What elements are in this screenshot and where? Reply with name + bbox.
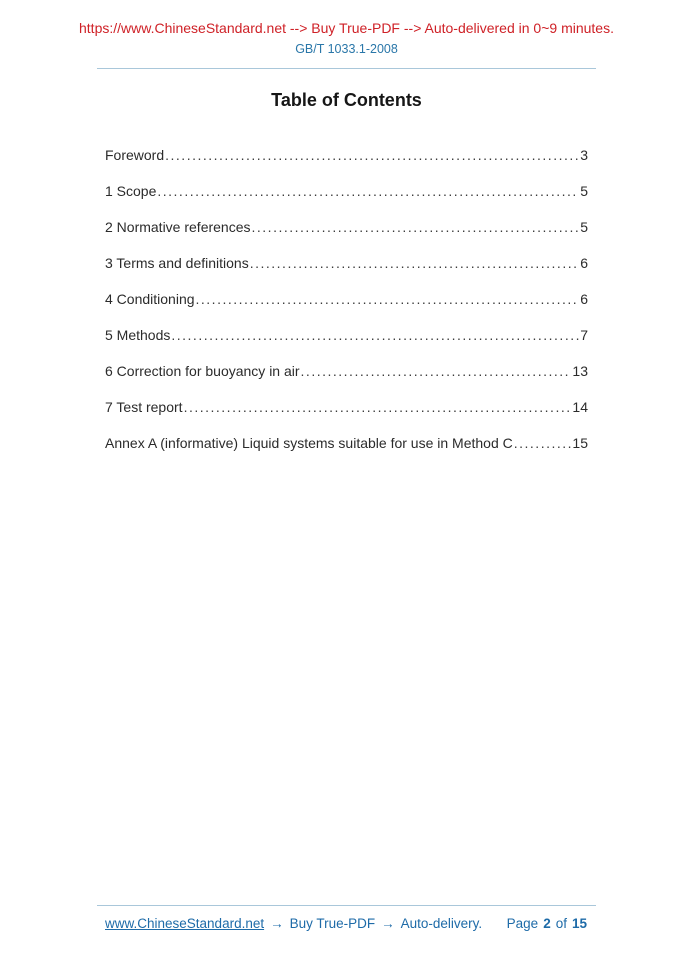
toc-leader-dots xyxy=(301,363,572,379)
page-current: 2 xyxy=(543,916,551,931)
toc-entry-page: 15 xyxy=(572,435,588,451)
page-total: 15 xyxy=(571,916,587,931)
page-footer xyxy=(97,905,596,932)
header-divider xyxy=(97,68,596,69)
table-of-contents xyxy=(105,147,588,451)
footer-buy-text: Buy True-PDF xyxy=(289,916,376,931)
toc-entry-buoyancy-correction[interactable] xyxy=(105,363,588,379)
toc-entry-page: 3 xyxy=(580,147,588,163)
footer-delivery-text: Auto-delivery. xyxy=(400,916,483,931)
of-label: of xyxy=(555,916,567,931)
toc-entry-label: 7 Test report xyxy=(105,399,183,415)
toc-entry-page: 14 xyxy=(572,399,588,415)
toc-entry-label: Annex A (informative) Liquid systems suitable for use in Method C xyxy=(105,435,513,451)
toc-entry-label: 5 Methods xyxy=(105,327,171,343)
toc-entry-page: 7 xyxy=(580,327,588,343)
toc-entry-page: 13 xyxy=(572,363,588,379)
toc-entry-label: 6 Correction for buoyancy in air xyxy=(105,363,300,379)
toc-leader-dots xyxy=(252,219,580,235)
footer-row xyxy=(97,916,596,932)
toc-entry-conditioning[interactable] xyxy=(105,291,588,307)
promo-url-line[interactable]: https://www.ChineseStandard.net --> Buy True-PDF --> Auto-delivered in 0~9 minutes. xyxy=(79,20,614,36)
page-label: Page xyxy=(506,916,539,931)
toc-entry-annex-a[interactable] xyxy=(105,435,588,451)
toc-entry-label: 3 Terms and definitions xyxy=(105,255,249,271)
toc-leader-dots xyxy=(250,255,579,271)
toc-entry-page: 5 xyxy=(580,183,588,199)
page-title: Table of Contents xyxy=(271,90,422,110)
toc-leader-dots xyxy=(157,183,579,199)
page-indicator xyxy=(507,916,587,932)
toc-entry-label: 1 Scope xyxy=(105,183,157,199)
toc-entry-page: 5 xyxy=(580,219,588,235)
toc-entry-page: 6 xyxy=(580,255,588,271)
toc-entry-normative-references[interactable] xyxy=(105,219,588,235)
toc-entry-scope[interactable] xyxy=(105,183,588,199)
toc-entry-label: Foreword xyxy=(105,147,165,163)
right-arrow-icon: → xyxy=(270,916,284,931)
toc-leader-dots xyxy=(514,435,572,451)
standard-number: GB/T 1033.1-2008 xyxy=(295,42,398,56)
toc-entry-test-report[interactable] xyxy=(105,399,588,415)
toc-entry-terms-definitions[interactable] xyxy=(105,255,588,271)
toc-entry-methods[interactable] xyxy=(105,327,588,343)
toc-leader-dots xyxy=(165,147,579,163)
footer-site-link[interactable]: www.ChineseStandard.net xyxy=(105,916,265,931)
toc-entry-page: 6 xyxy=(580,291,588,307)
toc-leader-dots xyxy=(171,327,579,343)
right-arrow-icon: → xyxy=(381,916,395,931)
footer-link-group xyxy=(105,916,482,932)
toc-leader-dots xyxy=(196,291,580,307)
footer-divider xyxy=(97,905,596,906)
page-header xyxy=(0,0,693,69)
toc-entry-foreword[interactable] xyxy=(105,147,588,163)
toc-leader-dots xyxy=(184,399,572,415)
toc-entry-label: 2 Normative references xyxy=(105,219,251,235)
toc-entry-label: 4 Conditioning xyxy=(105,291,195,307)
